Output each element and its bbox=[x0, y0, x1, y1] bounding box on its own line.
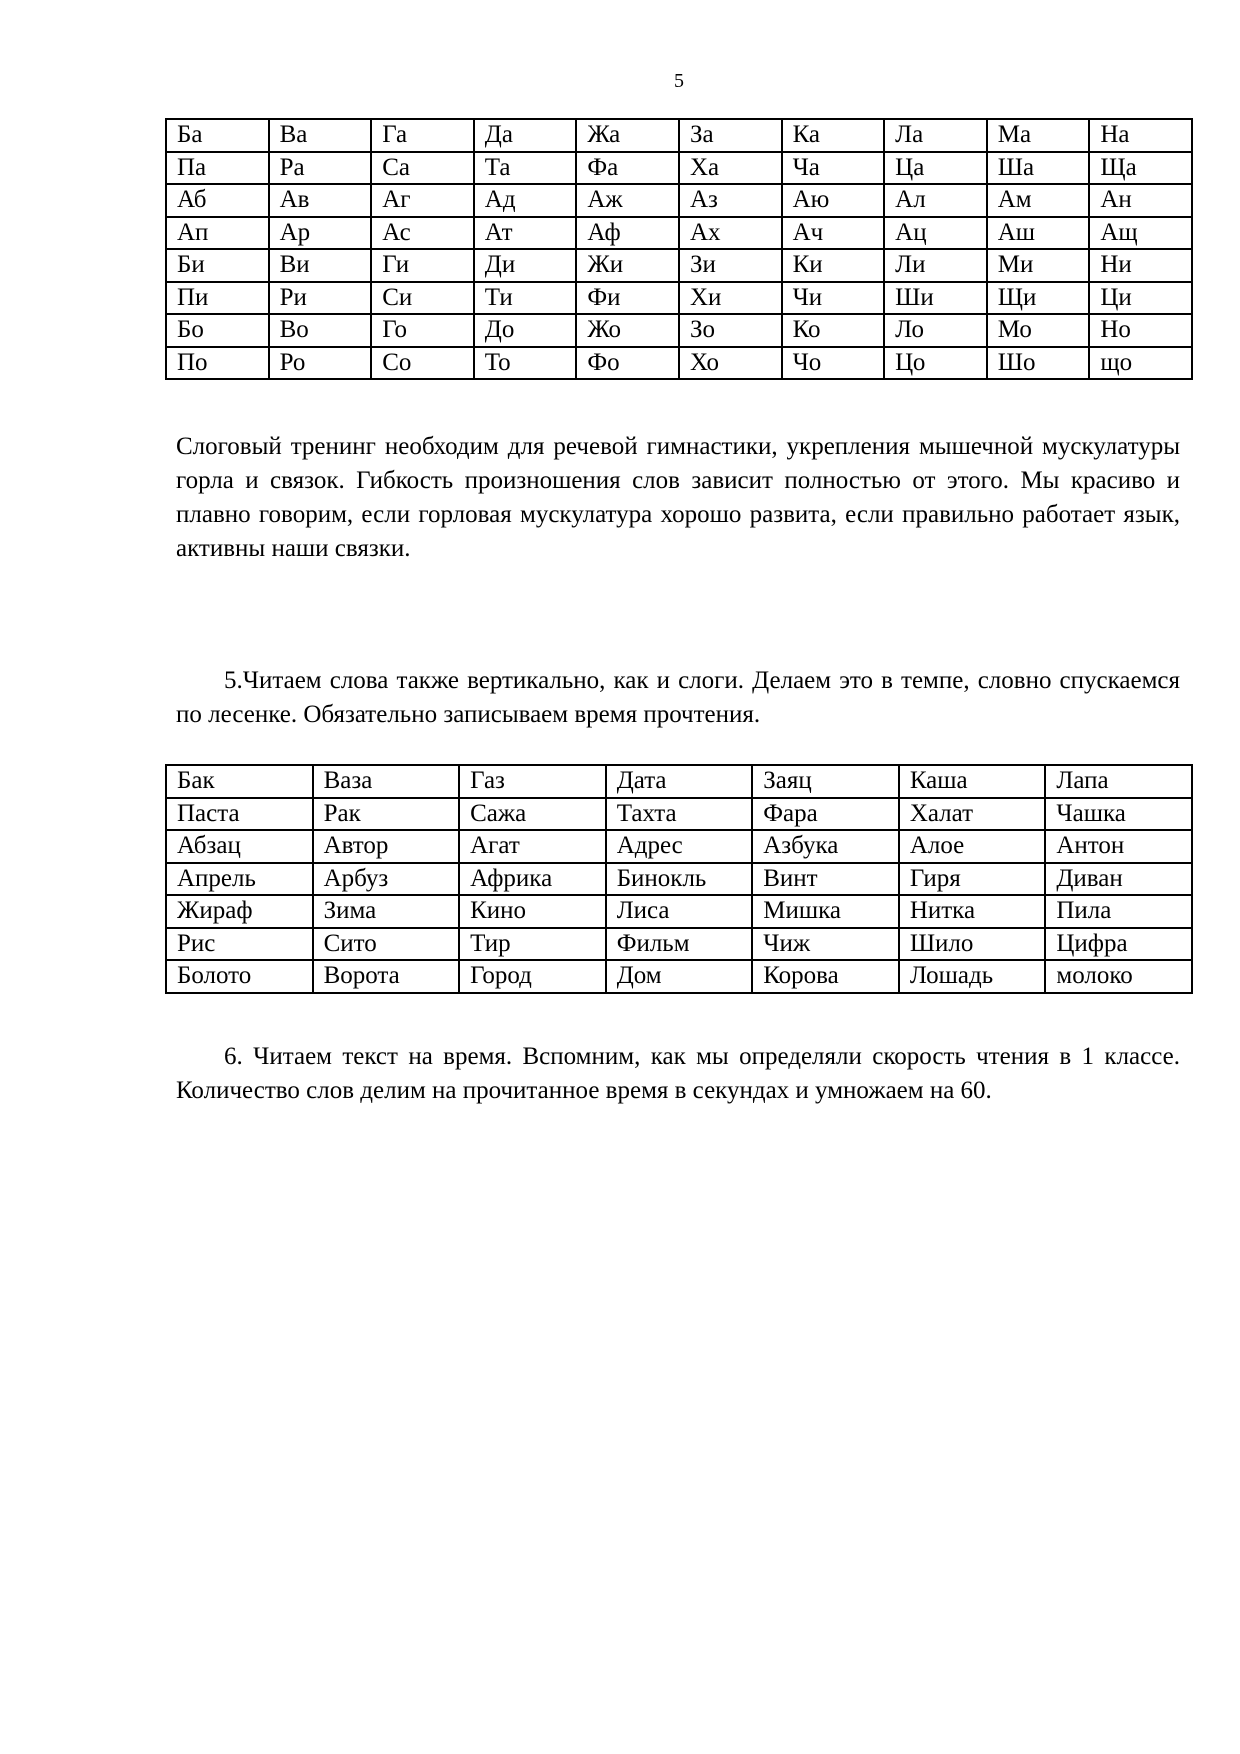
table-cell: Фи bbox=[576, 282, 679, 315]
table-cell: Ца bbox=[884, 152, 987, 185]
table-cell: Халат bbox=[899, 798, 1046, 831]
table-cell: Фа bbox=[576, 152, 679, 185]
table-cell: Шило bbox=[899, 928, 1046, 961]
table-row bbox=[166, 798, 1192, 831]
table-cell: Чо bbox=[782, 347, 885, 380]
table-cell: Ад bbox=[474, 184, 577, 217]
table-cell: Аз bbox=[679, 184, 782, 217]
table-cell: Та bbox=[474, 152, 577, 185]
table-cell: Гиря bbox=[899, 863, 1046, 896]
table-cell: Аш bbox=[987, 217, 1090, 250]
table-cell: Си bbox=[371, 282, 474, 315]
table-cell: Город bbox=[459, 960, 606, 993]
table-cell: Ли bbox=[884, 249, 987, 282]
table-cell: Абзац bbox=[166, 830, 313, 863]
table-cell: Ас bbox=[371, 217, 474, 250]
table-cell: Ми bbox=[987, 249, 1090, 282]
table-cell: Ат bbox=[474, 217, 577, 250]
table-cell: На bbox=[1089, 119, 1192, 152]
table-row bbox=[166, 765, 1192, 798]
table-cell: Ци bbox=[1089, 282, 1192, 315]
table-cell: Чашка bbox=[1045, 798, 1192, 831]
table-cell: Ар bbox=[269, 217, 372, 250]
table-cell: Кино bbox=[459, 895, 606, 928]
table-cell: Африка bbox=[459, 863, 606, 896]
table-cell: Ан bbox=[1089, 184, 1192, 217]
table-cell: Ги bbox=[371, 249, 474, 282]
table-cell: Ча bbox=[782, 152, 885, 185]
table-row bbox=[166, 928, 1192, 961]
table-row bbox=[166, 314, 1192, 347]
table-cell: Чиж bbox=[752, 928, 899, 961]
table-cell: Каша bbox=[899, 765, 1046, 798]
table-cell: Го bbox=[371, 314, 474, 347]
table-cell: Фара bbox=[752, 798, 899, 831]
table-cell: Аю bbox=[782, 184, 885, 217]
table-cell: Алое bbox=[899, 830, 1046, 863]
table-cell: Ам bbox=[987, 184, 1090, 217]
table-cell: Жи bbox=[576, 249, 679, 282]
table-cell: Ти bbox=[474, 282, 577, 315]
table-cell: То bbox=[474, 347, 577, 380]
table-cell: За bbox=[679, 119, 782, 152]
table-cell: Шо bbox=[987, 347, 1090, 380]
table-cell: Га bbox=[371, 119, 474, 152]
table-cell: Ри bbox=[269, 282, 372, 315]
table-row bbox=[166, 895, 1192, 928]
syllable-table bbox=[165, 118, 1193, 380]
table-cell: Заяц bbox=[752, 765, 899, 798]
table-cell: Ап bbox=[166, 217, 269, 250]
table-cell: Бинокль bbox=[606, 863, 753, 896]
table-cell: Паста bbox=[166, 798, 313, 831]
table-cell: Нитка bbox=[899, 895, 1046, 928]
table-cell: Тир bbox=[459, 928, 606, 961]
table-cell: Са bbox=[371, 152, 474, 185]
table-cell: Лиса bbox=[606, 895, 753, 928]
table-cell: Рак bbox=[313, 798, 460, 831]
table-cell: Ах bbox=[679, 217, 782, 250]
table-row bbox=[166, 863, 1192, 896]
table-cell: Ро bbox=[269, 347, 372, 380]
table-cell: Дата bbox=[606, 765, 753, 798]
table-cell: Ба bbox=[166, 119, 269, 152]
table-cell: Фильм bbox=[606, 928, 753, 961]
table-cell: Адрес bbox=[606, 830, 753, 863]
table-cell: Ни bbox=[1089, 249, 1192, 282]
table-cell: Диван bbox=[1045, 863, 1192, 896]
table-row bbox=[166, 347, 1192, 380]
table-cell: Ал bbox=[884, 184, 987, 217]
table-cell: молоко bbox=[1045, 960, 1192, 993]
table-cell: Аж bbox=[576, 184, 679, 217]
table-cell: Жо bbox=[576, 314, 679, 347]
table-cell: Ваза bbox=[313, 765, 460, 798]
page-number: 5 bbox=[674, 70, 684, 92]
table-cell: Ра bbox=[269, 152, 372, 185]
table-cell: Ко bbox=[782, 314, 885, 347]
table-cell: Зо bbox=[679, 314, 782, 347]
table-cell: Апрель bbox=[166, 863, 313, 896]
table-cell: Хи bbox=[679, 282, 782, 315]
table-row bbox=[166, 119, 1192, 152]
table-cell: Аф bbox=[576, 217, 679, 250]
table-cell: Лапа bbox=[1045, 765, 1192, 798]
table-cell: Тахта bbox=[606, 798, 753, 831]
table-cell: Корова bbox=[752, 960, 899, 993]
table-cell: Ав bbox=[269, 184, 372, 217]
table-cell: що bbox=[1089, 347, 1192, 380]
table-cell: Ач bbox=[782, 217, 885, 250]
table-cell: Ащ bbox=[1089, 217, 1192, 250]
table-cell: Жираф bbox=[166, 895, 313, 928]
paragraph-task-6: 6. Читаем текст на время. Вспомним, как мы определяли скорость чтения в 1 классе. Количество слов делим на прочитанное время в секундах и умножаем на 60. bbox=[176, 1043, 1180, 1104]
table-cell: Во bbox=[269, 314, 372, 347]
table-cell: По bbox=[166, 347, 269, 380]
table-row bbox=[166, 282, 1192, 315]
table-cell: Азбука bbox=[752, 830, 899, 863]
table-cell: Газ bbox=[459, 765, 606, 798]
table-cell: Ди bbox=[474, 249, 577, 282]
table-cell: Ло bbox=[884, 314, 987, 347]
table-cell: Бо bbox=[166, 314, 269, 347]
table-cell: Автор bbox=[313, 830, 460, 863]
table-cell: Ворота bbox=[313, 960, 460, 993]
word-table bbox=[165, 764, 1193, 994]
table-row bbox=[166, 184, 1192, 217]
table-cell: Би bbox=[166, 249, 269, 282]
table-cell: Щи bbox=[987, 282, 1090, 315]
table-cell: Сито bbox=[313, 928, 460, 961]
table-cell: Сажа bbox=[459, 798, 606, 831]
table-cell: Да bbox=[474, 119, 577, 152]
table-cell: До bbox=[474, 314, 577, 347]
table-cell: Аг bbox=[371, 184, 474, 217]
table-cell: Со bbox=[371, 347, 474, 380]
table-cell: Пила bbox=[1045, 895, 1192, 928]
table-cell: Арбуз bbox=[313, 863, 460, 896]
table-cell: Ки bbox=[782, 249, 885, 282]
table-row bbox=[166, 217, 1192, 250]
table-row bbox=[166, 830, 1192, 863]
table-row bbox=[166, 249, 1192, 282]
table-cell: Винт bbox=[752, 863, 899, 896]
table-cell: Ла bbox=[884, 119, 987, 152]
table-cell: Хо bbox=[679, 347, 782, 380]
table-cell: Мишка bbox=[752, 895, 899, 928]
table-cell: Антон bbox=[1045, 830, 1192, 863]
table-cell: Агат bbox=[459, 830, 606, 863]
table-cell: Па bbox=[166, 152, 269, 185]
table-cell: Ма bbox=[987, 119, 1090, 152]
table-cell: Цо bbox=[884, 347, 987, 380]
paragraph-task-5: 5.Читаем слова также вертикально, как и слоги. Делаем это в темпе, словно спускаемся по лесенке. Обязательно записываем время прочтения. bbox=[176, 667, 1180, 728]
table-cell: Ха bbox=[679, 152, 782, 185]
table-cell: Ща bbox=[1089, 152, 1192, 185]
table-cell: Ши bbox=[884, 282, 987, 315]
table-cell: Бак bbox=[166, 765, 313, 798]
table-cell: Ви bbox=[269, 249, 372, 282]
table-cell: Цифра bbox=[1045, 928, 1192, 961]
table-cell: Но bbox=[1089, 314, 1192, 347]
paragraph-syllable-training: Слоговый тренинг необходим для речевой гимнастики, укрепления мышечной мускулатуры горла и связок. Гибкость произношения слов зависит полностью от этого. Мы красиво и плавно говорим, если горловая мускулатура хорошо развита, если правильно работает язык, активны наши связки. bbox=[176, 433, 1180, 562]
table-cell: Дом bbox=[606, 960, 753, 993]
table-cell: Болото bbox=[166, 960, 313, 993]
table-row bbox=[166, 960, 1192, 993]
table-cell: Мо bbox=[987, 314, 1090, 347]
table-cell: Фо bbox=[576, 347, 679, 380]
table-row bbox=[166, 152, 1192, 185]
table-cell: Чи bbox=[782, 282, 885, 315]
table-cell: Зи bbox=[679, 249, 782, 282]
table-cell: Жа bbox=[576, 119, 679, 152]
table-cell: Ва bbox=[269, 119, 372, 152]
table-cell: Зима bbox=[313, 895, 460, 928]
table-cell: Рис bbox=[166, 928, 313, 961]
table-cell: Ша bbox=[987, 152, 1090, 185]
table-cell: Лошадь bbox=[899, 960, 1046, 993]
table-cell: Ка bbox=[782, 119, 885, 152]
table-cell: Пи bbox=[166, 282, 269, 315]
table-cell: Аб bbox=[166, 184, 269, 217]
table-cell: Ац bbox=[884, 217, 987, 250]
